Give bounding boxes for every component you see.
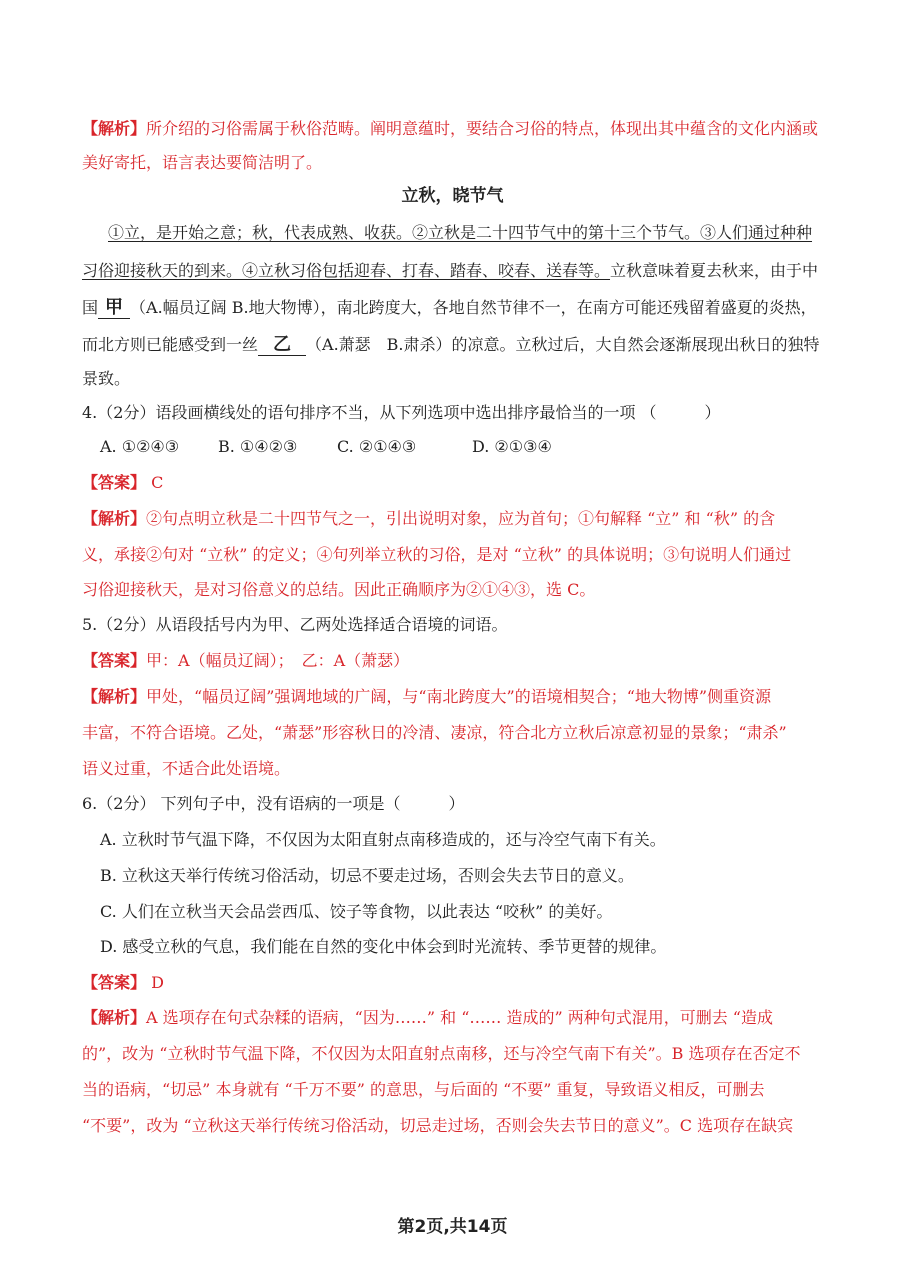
- q6-analysis-line-3: 当的语病，“切忌” 本身就有 “千万不要” 的意思，与后面的 “不要” 重复，导致语义相反，可删去: [82, 1080, 765, 1099]
- q4-option-b: B. ①④②③: [218, 437, 298, 456]
- q6-stem: 6.（2分） 下列句子中，没有语病的一项是（ ）: [82, 794, 465, 813]
- passage-text: （A.幅员辽阔 B.地大物博），南北跨度大，各地自然节律不一，在南方可能还残留着盛夏的炎热，: [130, 298, 817, 317]
- passage-text: （A.萧瑟 B.肃杀）的凉意。立秋过后，大自然会逐渐展现出秋日的独特: [306, 335, 820, 354]
- q4-option-d: D. ②①③④: [472, 437, 552, 456]
- blank-yi: 乙: [258, 335, 306, 356]
- analysis-text: ②句点明立秋是二十四节气之一，引出说明对象，应为首句；①句解释 “立” 和 “秋” 的含: [146, 509, 776, 528]
- analysis-tag: 【解析】: [82, 119, 147, 138]
- passage-line-2: [82, 260, 842, 282]
- q4-analysis-line-2: 义，承接②句对 “立秋” 的定义；④句列举立秋的习俗，是对 “立秋” 的具体说明；③句说明人们通过: [82, 545, 792, 564]
- q4-option-c: C. ②①④③: [337, 437, 417, 456]
- q5-analysis-line-1: [82, 686, 842, 708]
- q6-option-c: C. 人们在立秋当天会品尝西瓜、饺子等食物，以此表达 “咬秋” 的美好。: [100, 902, 613, 921]
- passage-text: 而北方则已能感受到一丝: [82, 335, 259, 354]
- q4-analysis-line-3: 习俗迎接秋天，是对习俗意义的总结。因此正确顺序为②①④③，选 C。: [82, 580, 596, 599]
- q4-answer: [82, 472, 842, 494]
- analysis-text: A 选项存在句式杂糅的语病，“因为……” 和 “…… 造成的” 两种句式混用，可删去 “造成: [146, 1008, 773, 1027]
- q4-stem: 4.（2分）语段画横线处的语句排序不当，从下列选项中选出排序最恰当的一项 （ ）: [82, 403, 721, 422]
- passage-line-3: [82, 297, 842, 319]
- answer-tag: 【答案】: [82, 973, 147, 992]
- q3-analysis-line-1: [82, 118, 842, 140]
- q6-answer: [82, 972, 842, 994]
- q6-option-d: D. 感受立秋的气息，我们能在自然的变化中体会到时光流转、季节更替的规律。: [100, 937, 667, 956]
- answer-value: 甲：A（幅员辽阔）； 乙：A（萧瑟）: [146, 651, 410, 670]
- answer-value: C: [151, 473, 164, 492]
- q4-analysis-line-1: [82, 508, 842, 530]
- passage-line-4: [82, 334, 842, 356]
- passage-line-1: [108, 222, 848, 244]
- q3-analysis-line-2: 美好寄托，语言表达要简洁明了。: [82, 153, 323, 172]
- answer-value: D: [151, 973, 164, 992]
- underlined-sentences: 习俗迎接秋天的到来。④立秋习俗包括迎春、打春、踏春、咬春、送春等。: [82, 261, 611, 280]
- q5-analysis-line-3: 语义过重，不适合此处语境。: [82, 759, 291, 778]
- analysis-tag: 【解析】: [82, 1008, 147, 1027]
- analysis-tag: 【解析】: [82, 687, 147, 706]
- q6-analysis-line-2: 的”，改为 “立秋时节气温下降，不仅因为太阳直射点南移，还与冷空气南下有关”。B 选项存在否定不: [82, 1044, 801, 1063]
- blank-jia: 甲: [98, 298, 130, 319]
- q4-option-a: A. ①②④③: [100, 437, 180, 456]
- q6-option-b: B. 立秋这天举行传统习俗活动，切忌不要走过场，否则会失去节日的意义。: [100, 866, 634, 885]
- underlined-sentences: ①立，是开始之意；秋，代表成熟、收获。②立秋是二十四节气中的第十三个节气。③人们通过种种: [108, 223, 813, 242]
- q5-stem: 5.（2分）从语段括号内为甲、乙两处选择适合语境的词语。: [82, 615, 508, 634]
- answer-tag: 【答案】: [82, 651, 147, 670]
- answer-tag: 【答案】: [82, 473, 147, 492]
- passage-text: 国: [82, 298, 99, 317]
- analysis-tag: 【解析】: [82, 509, 147, 528]
- q5-analysis-line-2: 丰富，不符合语境。乙处，“萧瑟”形容秋日的冷清、凄凉，符合北方立秋后凉意初显的景象；“肃杀”: [82, 723, 787, 742]
- passage-title: 立秋，晓节气: [401, 186, 504, 206]
- q6-analysis-line-4: “不要”，改为 “立秋这天举行传统习俗活动，切忌走过场，否则会失去节日的意义”。C 选项存在缺宾: [82, 1116, 794, 1135]
- analysis-text: 所介绍的习俗需属于秋俗范畴。阐明意蕴时，要结合习俗的特点，体现出其中蕴含的文化内涵或: [146, 119, 819, 138]
- page-number: 第2页,共14页: [397, 1217, 508, 1237]
- q6-option-a: A. 立秋时节气温下降，不仅因为太阳直射点南移造成的，还与冷空气南下有关。: [100, 830, 666, 849]
- analysis-text: 甲处，“幅员辽阔”强调地域的广阔，与“南北跨度大”的语境相契合；“地大物博”侧重资源: [146, 687, 772, 706]
- passage-line-5: 景致。: [82, 369, 131, 388]
- passage-text: 立秋意味着夏去秋来，由于中: [610, 261, 819, 280]
- q6-analysis-line-1: [82, 1007, 842, 1029]
- q5-answer: [82, 650, 842, 672]
